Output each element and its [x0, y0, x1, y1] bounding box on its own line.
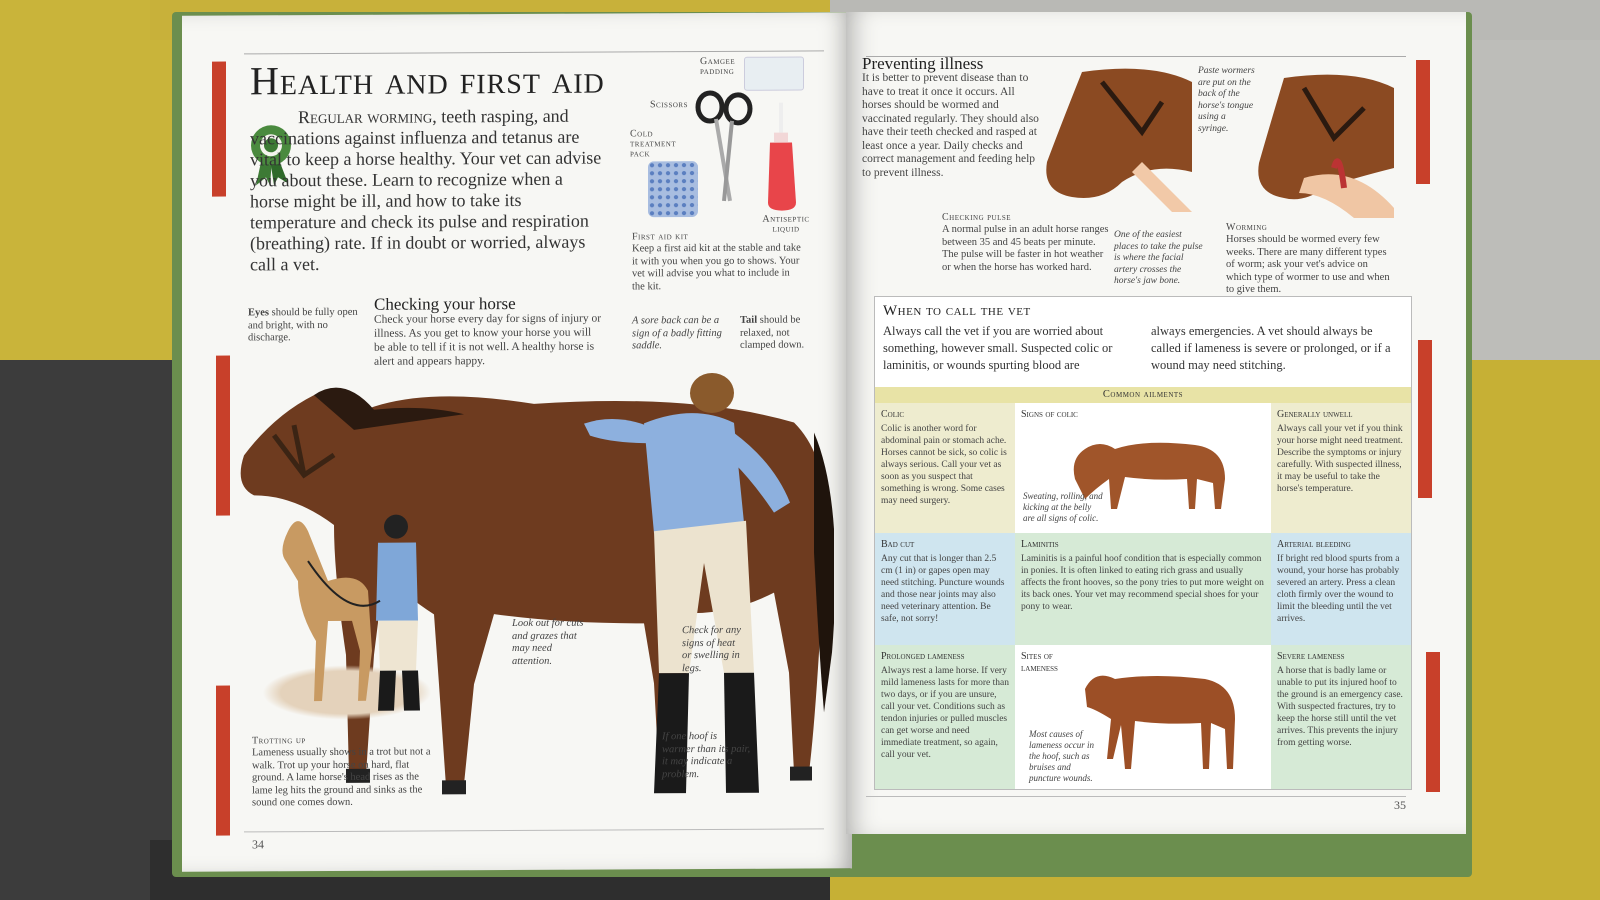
page-number: 35	[1394, 798, 1406, 812]
heat-caption: Check for any signs of heat or swelling in legs.	[682, 624, 741, 674]
left-page	[182, 12, 852, 872]
first-aid-kit-heading: First aid kit	[632, 231, 689, 243]
background-mat	[0, 0, 190, 360]
background-mat	[0, 360, 190, 900]
page-number: 34	[252, 837, 264, 852]
rule	[244, 50, 824, 54]
worming-text: Horses should be wormed every few weeks. There are many different types of worm; ask your vet's advice on which type of wormer to use and when to give them.	[1226, 234, 1390, 295]
common-ailments-heading: Common ailments	[875, 387, 1411, 403]
preventing-text: It is better to prevent disease than to have to treat it once it occurs. All horses should be wormed and vaccinated regularly. They should also have their teeth checked and rasped at least once a year. Daily checks and correct management and feeding help to prevent illness.	[862, 72, 1039, 179]
pulse-caption: One of the easiest places to take the pulse is where the facial artery crosses the horse's jaw bone.	[1114, 230, 1203, 286]
red-margin-bar	[1416, 60, 1430, 184]
right-page	[846, 12, 1466, 834]
call-vet-heading: When to call the vet	[883, 303, 1031, 319]
ailment-cell-bad-cut: Bad cut Any cut that is longer than 2.5 cm (1 in) or gapes open may need stitching. Puncture wounds and those near joints may also need veterinary attention. Be safe, not sorry!	[875, 533, 1015, 645]
red-margin-bar	[216, 356, 230, 516]
trotting-up-text: Lameness usually shows in a trot but not a walk. Trot up your horse on hard, flat ground. A lame horse's head rises as the lame leg hits the ground and sinks as the sound one comes down.	[252, 746, 431, 809]
sore-back-caption: A sore back can be a sign of a badly fitting saddle.	[632, 314, 722, 352]
hoof-caption: If one hoof is warmer than its pair, it may indicate a problem.	[662, 730, 751, 780]
pulse-heading: Checking pulse	[942, 212, 1012, 223]
cold-pack-image	[648, 161, 698, 217]
ailment-cell-severe-lameness: Severe lameness A horse that is badly lame or unable to put its injured hoof to the ground is an emergency case. With suspected fractures, try to keep the horse still until the vet arrives. This prevents the injury from getting worse.	[1271, 645, 1411, 789]
page-title: Health and first aid	[250, 56, 605, 104]
ailment-cell-signs-of-colic: Signs of colic Sweating, rolling, and kicking at the belly are all signs of colic.	[1015, 403, 1271, 533]
worming-photo	[1244, 68, 1394, 218]
red-margin-bar	[212, 62, 226, 197]
red-margin-bar	[1418, 340, 1432, 498]
pulse-text: A normal pulse in an adult horse ranges between 35 and 45 beats per minute. The pulse will be faster in hot weather or when the horse has worked hard.	[942, 224, 1109, 273]
eyes-caption: Eyes should be fully open and bright, with no discharge.	[248, 306, 358, 344]
gamgee-padding-image	[744, 56, 804, 90]
gamgee-label: Gamgee padding	[700, 55, 736, 78]
rule	[244, 828, 824, 832]
background-mat	[1470, 40, 1600, 370]
scissors-label: Scissors	[650, 99, 688, 111]
call-vet-text-col1: Always call the vet if you are worried about something, however small. Suspected colic or laminitis, or wounds spurting blood are	[883, 324, 1113, 372]
ailment-cell-prolonged-lameness: Prolonged lameness Always rest a lame horse. If very mild lameness lasts for more than two days, or if you are unsure, call your vet. Conditions such as tendon injuries or pulled muscles can get worse and need immediate treatment, so again, call your vet.	[875, 645, 1015, 789]
scissors-icon	[694, 89, 754, 209]
trotting-up-illustration	[268, 500, 438, 721]
when-to-call-vet-panel	[874, 296, 1412, 790]
ailment-cell-sites-of-lameness: Sites of lameness Most causes of lameness occur in the hoof, such as bruises and puncture wounds.	[1015, 645, 1271, 789]
red-margin-bar	[216, 686, 230, 836]
antiseptic-label: Antiseptic liquid	[762, 213, 810, 235]
call-vet-text-col2: always emergencies. A vet should always be called if lameness is severe or prolonged, or if a wound may need stitching.	[1151, 324, 1391, 372]
cuts-caption: Look out for cuts and grazes that may need attention.	[512, 617, 584, 667]
pulse-check-photo	[1042, 62, 1192, 212]
antiseptic-bottle-icon	[762, 103, 802, 213]
worming-heading: Worming	[1226, 222, 1268, 233]
ailment-cell-colic: Colic Colic is another word for abdominal pain or stomach ache. Horses cannot be sick, so colic is always serious. Call your vet as soon as you suspect that something is wrong. Some cases may need surgery.	[875, 403, 1015, 533]
preventing-heading: Preventing illness	[862, 54, 984, 73]
ailment-cell-arterial-bleeding: Arterial bleeding If bright red blood spurts from a wound, your horse has probably severed an artery. Press a clean cloth firmly over the wound to limit the bleeding until the vet arrives.	[1271, 533, 1411, 645]
ailment-cell-generally-unwell: Generally unwell Always call your vet if you think your horse might need treatment. Describe the symptoms or injury carefully. With suspected illness, it may be useful to take the horse's temperature.	[1271, 403, 1411, 533]
trotting-up-heading: Trotting up	[252, 735, 306, 747]
intro-text: Regular worming, teeth rasping, and vaccinations against influenza and tetanus are vital to keep a horse healthy. Your vet can advise you about these. Learn to recognize when a horse might be ill, and how to take its temperature and check its pulse and respiration (breathing) rate. If in doubt or worried, always call a vet.	[250, 105, 602, 275]
cold-pack-label: Cold treatment pack	[630, 128, 677, 160]
first-aid-kit-text: Keep a first aid kit at the stable and take it with you when you go to shows. Your vet will advise you what to include in the kit.	[632, 242, 801, 292]
checking-text: Check your horse every day for signs of injury or illness. As you get to know your horse you will be able to tell if it is not well. A healthy horse is alert and appears happy.	[374, 312, 602, 368]
tail-caption: Tail should be relaxed, not clamped down.	[740, 314, 805, 351]
red-margin-bar	[1426, 652, 1440, 792]
wormer-caption: Paste wormers are put on the back of the horse's tongue using a syringe.	[1198, 66, 1255, 134]
checking-heading: Checking your horse	[374, 294, 516, 314]
ailment-cell-laminitis: Laminitis Laminitis is a painful hoof condition that is especially common in ponies. It is often linked to eating rich grass and usually affects the front hooves, so the pony tries to put more weight on its back ones. Your vet may recommend special shoes for your pony to wear.	[1015, 533, 1271, 645]
rule	[866, 796, 1406, 797]
